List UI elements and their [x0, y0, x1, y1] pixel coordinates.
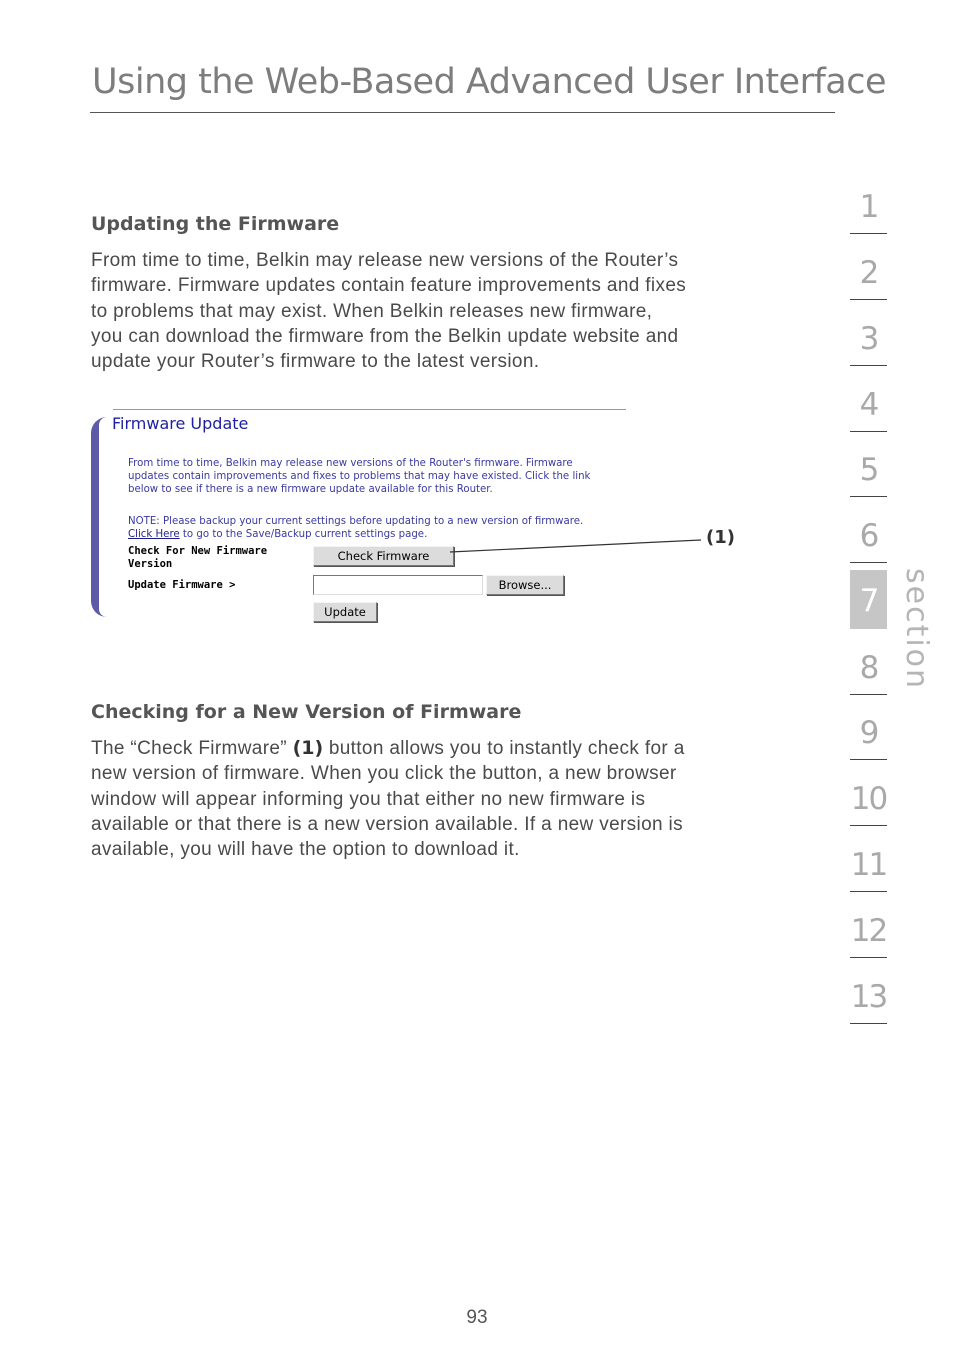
click-here-link[interactable]: Click Here [128, 529, 180, 540]
screenshot-text-line: From time to time, Belkin may release new versions of the Router's firmware. Firmware [128, 458, 573, 469]
section-tab-13[interactable]: 13 [850, 979, 887, 1015]
section-tab-divider [850, 1023, 887, 1024]
screenshot-intro [128, 457, 590, 496]
section-tab-5[interactable]: 5 [859, 452, 878, 488]
callout-label: (1) [706, 527, 735, 548]
section-side-label: section [899, 568, 934, 691]
section-tab-divider [850, 299, 887, 300]
section-tab-12[interactable]: 12 [850, 913, 887, 949]
paragraph-line: From time to time, Belkin may release new versions of the Router’s [91, 250, 679, 271]
page-title: Using the Web-Based Advanced User Interface [92, 62, 887, 102]
paragraph-text: The “Check Firmware” [91, 738, 293, 759]
click-here-rest: to go to the Save/Backup current settings page. [179, 529, 428, 540]
section-tab-8[interactable]: 8 [859, 650, 878, 686]
paragraph-line [91, 736, 791, 761]
section-tab-divider [850, 431, 887, 432]
title-divider [90, 112, 835, 113]
screenshot-accent-bar [91, 417, 107, 617]
screenshot-text-line: updates contain improvements and fixes to problems that may have existed. Click the link [128, 471, 591, 482]
firmware-update-screenshot [88, 400, 648, 632]
check-firmware-label-line: Check For New Firmware [128, 545, 268, 557]
browse-button[interactable]: Browse... [486, 575, 564, 595]
paragraph-line: firmware. Firmware updates contain feature improvements and fixes [91, 275, 687, 297]
checking-paragraph [91, 736, 791, 862]
check-firmware-label [128, 545, 267, 571]
check-firmware-button[interactable]: Check Firmware [313, 546, 454, 566]
paragraph-line: window will appear informing you that either no new firmware is [91, 788, 646, 810]
section-tab-3[interactable]: 3 [859, 321, 878, 357]
section-tab-divider [850, 825, 887, 826]
section-tab-1[interactable]: 1 [859, 189, 878, 225]
section-tab-divider [850, 957, 887, 958]
section-tab-11[interactable]: 11 [850, 847, 887, 883]
section-tab-divider [850, 562, 887, 563]
section-tab-divider [850, 365, 887, 366]
section-tab-divider [850, 694, 887, 695]
paragraph-line: update your Router’s firmware to the latest version. [91, 351, 540, 373]
paragraph-line: available, you will have the option to download it. [91, 839, 520, 861]
check-firmware-label-line: Version [128, 558, 173, 570]
section-tab-2[interactable]: 2 [859, 255, 878, 291]
screenshot-note [128, 515, 583, 541]
page-number: 93 [466, 1307, 488, 1328]
callout-reference: (1) [292, 737, 324, 759]
screenshot-top-rule [113, 409, 626, 410]
screenshot-note-line: NOTE: Please backup your current settings before updating to a new version of firmware. [128, 516, 584, 527]
section-tab-7-active[interactable]: 7 [850, 570, 887, 629]
section-heading-updating: Updating the Firmware [91, 213, 340, 235]
section-tab-10[interactable]: 10 [850, 781, 887, 817]
section-tab-divider [850, 496, 887, 497]
section-tab-divider [850, 233, 887, 234]
update-firmware-label: Update Firmware > [128, 579, 236, 591]
section-tab-divider [850, 759, 887, 760]
section-tab-6[interactable]: 6 [859, 518, 878, 554]
paragraph-text: button allows you to instantly check for a [323, 738, 685, 759]
update-button[interactable]: Update [313, 602, 377, 622]
section-heading-checking: Checking for a New Version of Firmware [91, 701, 522, 723]
screenshot-title: Firmware Update [112, 414, 249, 433]
paragraph-line: you can download the firmware from the Belkin update website and [91, 325, 679, 347]
paragraph-line: available or that there is a new version available. If a new version is [91, 813, 683, 835]
firmware-file-input[interactable] [313, 575, 483, 595]
paragraph-line: to problems that may exist. When Belkin releases new firmware, [91, 300, 653, 322]
updating-paragraph [91, 248, 791, 374]
screenshot-click-line [128, 528, 583, 541]
section-tab-4[interactable]: 4 [859, 387, 878, 423]
screenshot-text-line: below to see if there is a new firmware update available for this Router. [128, 484, 493, 495]
section-tab-9[interactable]: 9 [859, 715, 878, 751]
section-tab-divider [850, 891, 887, 892]
paragraph-line: new version of firmware. When you click the button, a new browser [91, 763, 677, 785]
